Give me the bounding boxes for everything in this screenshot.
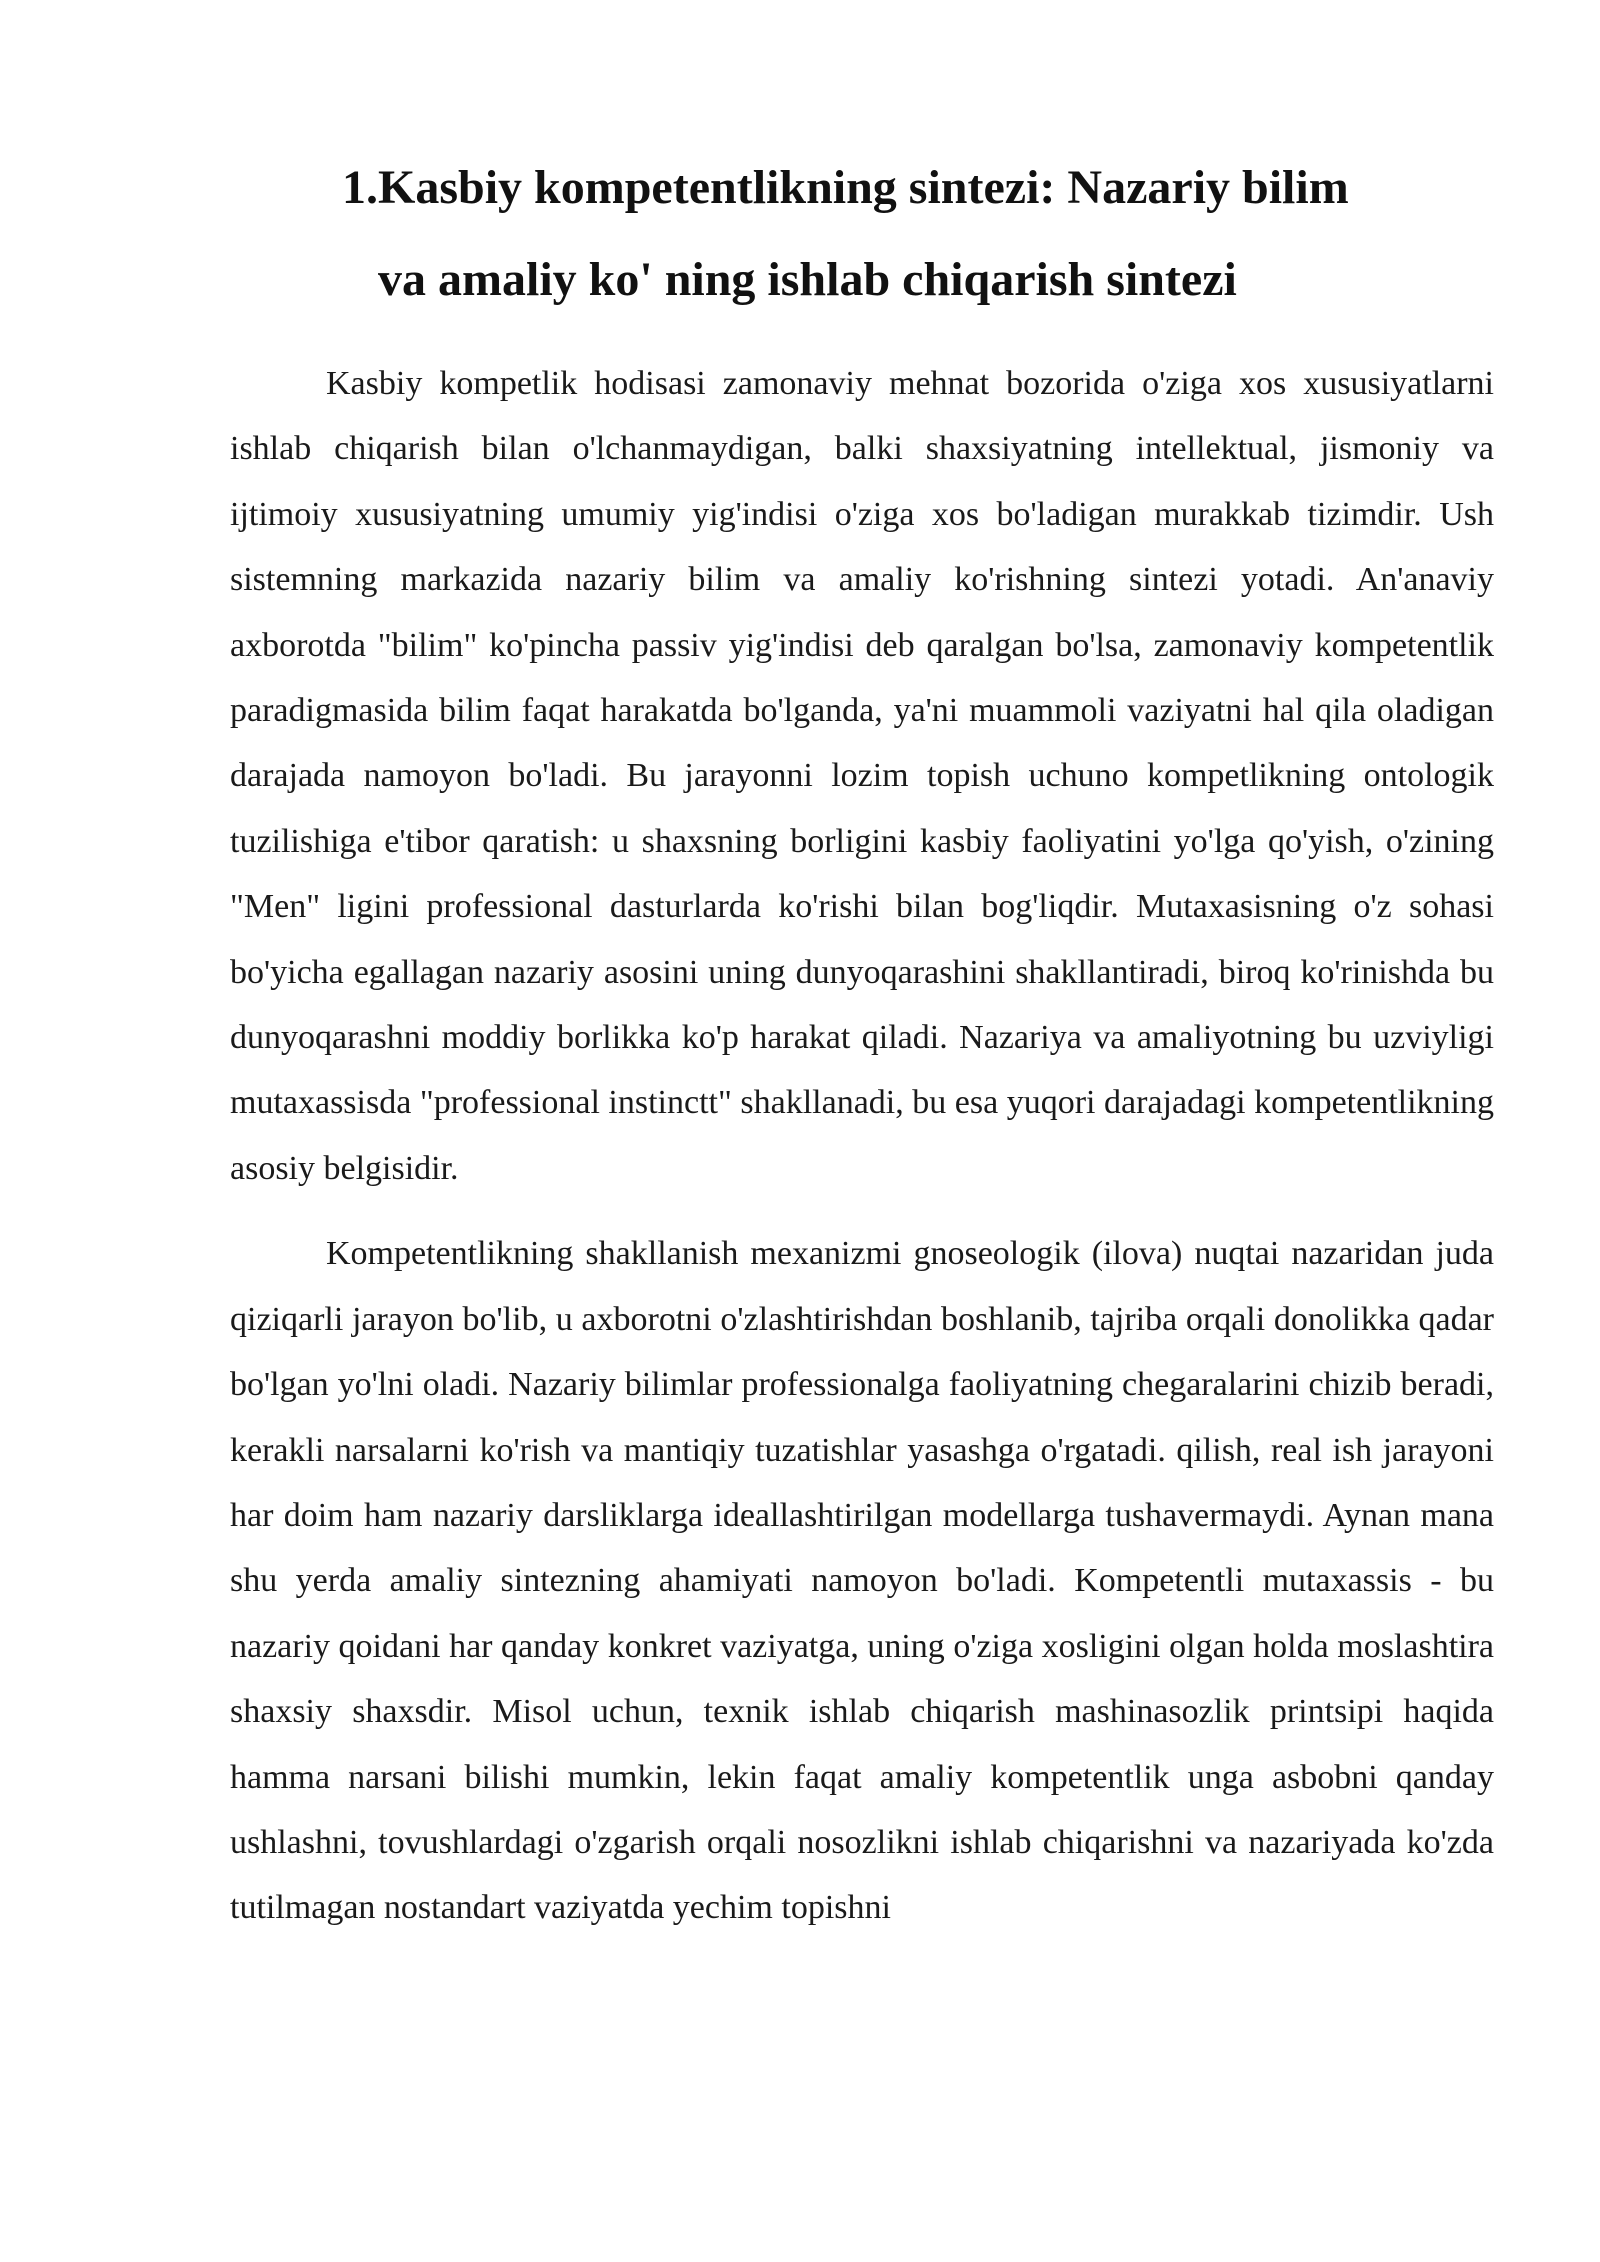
document-body — [230, 351, 1494, 1941]
title-line-2: va amaliy ko' ning ishlab chiqarish sintezi — [378, 253, 1237, 306]
paragraph-2: Kompetentlikning shakllanish mexanizmi gnoseologik (ilova) nuqtai nazaridan juda qiziqarli jarayon bo'lib, u axborotni o'zlashtirishdan boshlanib, tajriba orqali donolikka qadar bo'lgan yo'lni oladi. Nazariy bilimlar professionalga faoliyatning chegaralarini chizib beradi, kerakli narsalarni ko'rish va mantiqiy tuzatishlar yasashga o'rgatadi. qilish, real ish jarayoni har doim ham nazariy darsliklarga ideallashtirilgan modellarga tushavermaydi. Aynan mana shu yerda amaliy sintezning ahamiyati namoyon bo'ladi. Kompetentli mutaxassis - bu nazariy qoidani har qanday konkret vaziyatga, uning o'ziga xosligini olgan holda moslashtira shaxsiy shaxsdir. Misol uchun, texnik ishlab chiqarish mashinasozlik printsipi haqida hamma narsani bilishi mumkin, lekin faqat amaliy kompetentlik unga asbobni qanday ushlashni, tovushlardagi o'zgarish orqali nosozlikni ishlab chiqarishni va nazariyada ko'zda tutilmagan nostandart vaziyatda yechim topishni — [230, 1235, 1494, 1927]
paragraph-1: Kasbiy kompetlik hodisasi zamonaviy mehnat bozorida o'ziga xos xususiyatlarni ishlab chiqarish bilan o'lchanmaydigan, balki shaxsiyatning intellektual, jismoniy va ijtimoiy xususiyatning umumiy yig'indisi o'ziga xos bo'ladigan murakkab tizimdir. Ush sistemning markazida nazariy bilim va amaliy ko'rishning sintezi yotadi. An'anaviy axborotda "bilim" ko'pincha passiv yig'indisi deb qaralgan bo'lsa, zamonaviy kompetentlik paradigmasida bilim faqat harakatda bo'lganda, ya'ni muammoli vaziyatni hal qila oladigan darajada namoyon bo'ladi. Bu jarayonni lozim topish uchuno kompetlikning ontologik tuzilishiga e'tibor qaratish: u shaxsning borligini kasbiy faoliyatini yo'lga qo'yish, o'zining "Men" ligini professional dasturlarda ko'rishi bilan bog'liqdir. Mutaxasisning o'z sohasi bo'yicha egallagan nazariy asosini uning dunyoqarashini shakllantiradi, biroq ko'rinishda bu dunyoqarashni moddiy borlikka ko'p harakat qiladi. Nazariya va amaliyotning bu uzviyligi mutaxassisda "professional instinctt" shakllanadi, bu esa yuqori darajadagi kompetentlikning asosiy belgisidir. — [230, 365, 1494, 1187]
title-line-1: 1.Kasbiy kompetentlikning sintezi: Nazariy bilim — [342, 161, 1349, 214]
document-title — [230, 142, 1490, 326]
